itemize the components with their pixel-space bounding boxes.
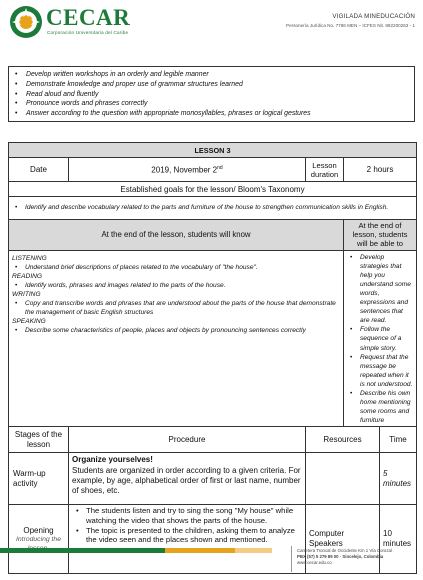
footer-line-2: PBX (57) 5 279 89 00 · Sincelejo, Colombia	[297, 554, 384, 559]
footer-color-bar	[0, 548, 272, 553]
objective-item: • Develop written workshops in an orderly and legible manner	[13, 70, 410, 80]
opening-resources: Computer Speakers	[306, 505, 380, 574]
opening-stage: Opening	[23, 525, 54, 535]
objective-item: • Answer according to the question with appropriate monosyllables, phrases or logical gestures	[13, 109, 410, 119]
skill-list	[12, 281, 340, 290]
skill-heading-reading: READING	[12, 272, 43, 280]
able-item: • Request that the message be repeated when it is not understood.	[347, 353, 413, 389]
able-title: At the end of lesson, students will be able to	[344, 220, 417, 251]
know-title: At the end of the lesson, students will know	[9, 220, 344, 251]
footer-address	[297, 548, 392, 566]
header-legal	[286, 13, 415, 28]
goals-title: Established goals for the lesson/ Bloom's Taxonomy	[9, 182, 417, 197]
skill-item: • Identify words, phrases and images related to the parts of the house.	[12, 281, 340, 290]
warmup-procedure-cell	[69, 453, 306, 505]
skill-list	[12, 299, 340, 317]
skill-heading-listening: LISTENING	[12, 254, 47, 262]
able-item: • Develop strategies that help you understand some words, expressions and sentences that are read.	[347, 253, 413, 326]
skill-item: • Understand brief descriptions of places related to the vocabulary of "the house".	[12, 263, 340, 272]
col-resources: Resources	[306, 427, 380, 453]
warmup-text: Students are organized in order according to a given criteria. For example, by age, alphabetical order of first or last name, number of shoes, etc.	[72, 465, 301, 496]
able-item: • Follow the sequence of a simple story.	[347, 325, 413, 352]
warmup-stage-cell	[9, 453, 69, 505]
goals-cell	[9, 197, 417, 220]
legal-text: Personería Jurídica No. 7786 MEN – ICFES Nit. 892200263 - 1	[286, 23, 415, 28]
opening-time: 10 minutes	[380, 505, 417, 574]
warmup-stage: Warm-up activity	[13, 468, 46, 488]
opening-list	[72, 506, 302, 544]
lesson-title: LESSON 3	[9, 143, 417, 158]
col-time: Time	[380, 427, 417, 453]
page-header	[0, 0, 423, 46]
opening-procedure-cell	[69, 505, 306, 574]
objective-item: • Pronounce words and phrases correctly	[13, 99, 410, 109]
lesson-table	[8, 142, 417, 574]
date-suffix: nd	[217, 164, 223, 171]
able-item: • Describe his own home mentioning some rooms and furniture	[347, 389, 413, 425]
able-list	[347, 253, 413, 426]
skill-heading-speaking: SPEAKING	[12, 317, 46, 325]
brand-name: CECAR	[46, 5, 131, 30]
col-stages: Stages of the lesson	[9, 427, 69, 453]
objective-item: • Read aloud and fluently	[13, 90, 410, 100]
footer-line-3: www.cecar.edu.co	[297, 560, 332, 565]
skill-heading-writing: WRITING	[12, 290, 41, 298]
skill-list	[12, 326, 340, 335]
objective-item: • Demonstrate knowledge and proper use of grammar structures learned	[13, 80, 410, 90]
know-cell	[9, 250, 344, 427]
opening-note: Introducing the	[16, 535, 61, 543]
vigilada-text: VIGILADA MINEDUCACIÓN	[332, 13, 415, 20]
footer-line-1: Carretera Troncal de Occidente Km 1 Vía Corozal	[297, 548, 392, 553]
footer-divider	[291, 546, 292, 572]
duration-value: 2 hours	[344, 158, 417, 182]
objectives-box	[8, 66, 415, 122]
opening-stage-cell	[9, 505, 69, 574]
goals-list	[12, 203, 413, 212]
skill-list	[12, 263, 340, 272]
date-value: 2019, November 2	[151, 165, 218, 175]
cecar-logo-icon	[9, 5, 43, 39]
skill-item: • Copy and transcribe words and phrases that are understood about the parts of the house that demonstrate the management of basic English structures	[12, 299, 340, 317]
opening-item: • The students listen and try to sing the song "My house" while watching the video that shows the parts of the house.	[72, 506, 302, 525]
brand-subtitle: Corporación Universitaria del Caribe	[47, 30, 129, 35]
goal-item: • Identify and describe vocabulary related to the parts and furniture of the house to strengthen communication skills in English.	[12, 203, 413, 212]
col-procedure: Procedure	[69, 427, 306, 453]
warmup-resources	[306, 453, 380, 505]
skill-item: • Describe some characteristics of people, places and objects by pronouncing sentences correctly	[12, 326, 340, 335]
able-cell	[344, 250, 417, 427]
warmup-title: Organize yourselves!	[72, 455, 153, 465]
date-label: Date	[9, 158, 69, 182]
date-value-cell	[69, 158, 306, 182]
warmup-time: 5 minutes	[380, 453, 417, 505]
opening-item: • The topic is presented to the children, asking them to analyze the video seen and the places shown and mentioned.	[72, 526, 302, 545]
duration-label: Lesson duration	[306, 158, 344, 182]
objectives-list	[13, 70, 410, 119]
